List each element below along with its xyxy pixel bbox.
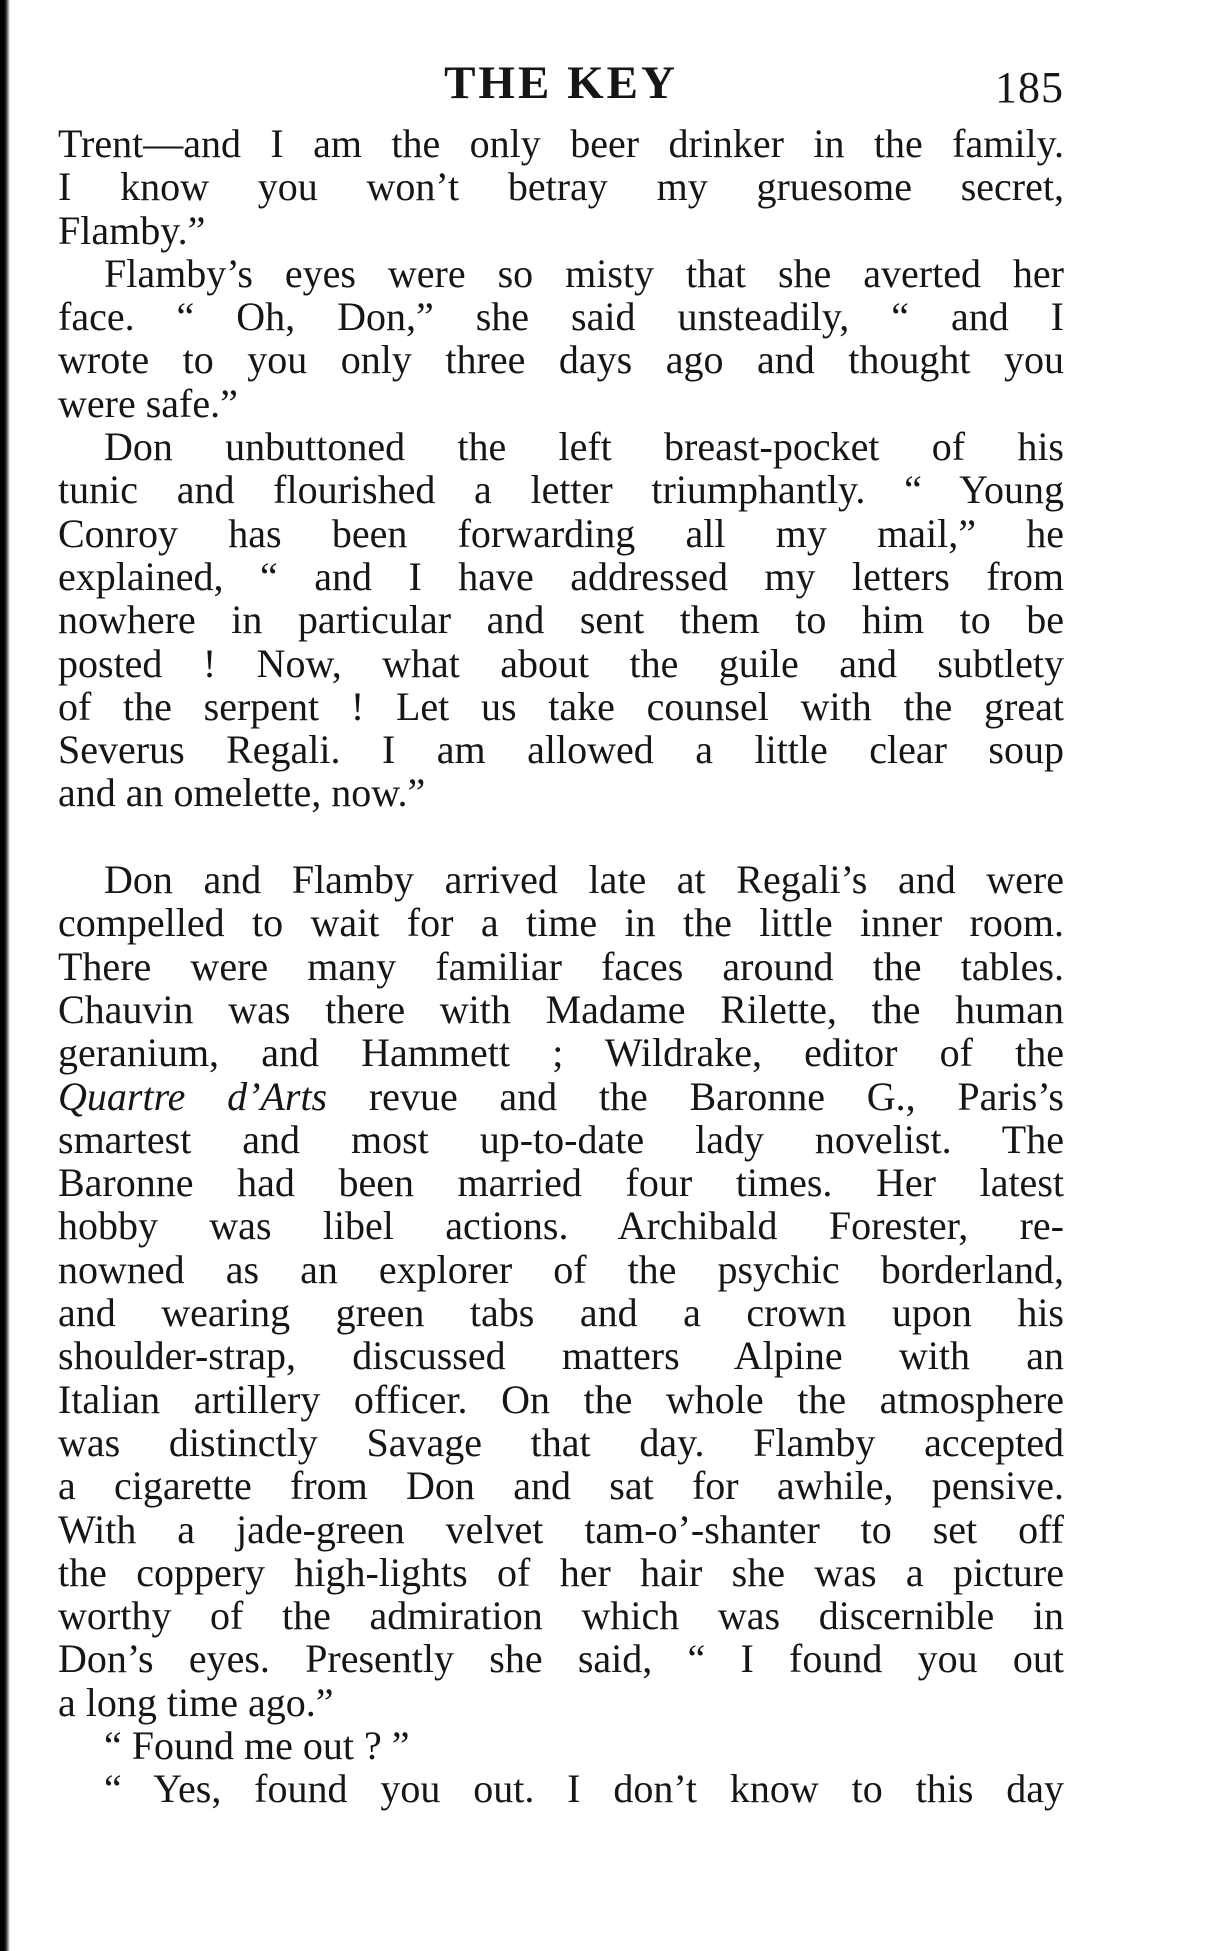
text-line: shoulder-strap, discussed matters Alpine with an (58, 1333, 1064, 1379)
text-line: explained, “ and I have addressed my letters from (58, 553, 1064, 599)
text-line: Italian artillery officer. On the whole the atmosphere (58, 1376, 1064, 1422)
text-line: nowhere in particular and sent them to him to be (58, 597, 1064, 643)
text-line: Don’s eyes. Presently she said, “ I found you out (58, 1636, 1064, 1682)
text-line: Flamby’s eyes were so misty that she averted her (104, 250, 1064, 296)
text-line: Don unbuttoned the left breast-pocket of his (104, 424, 1064, 470)
text-line: nowned as an explorer of the psychic borderland, (58, 1246, 1064, 1292)
text-line: was distinctly Savage that day. Flamby accepted (58, 1419, 1064, 1465)
text-line: “ Yes, found you out. I don’t know to this day (104, 1766, 1064, 1812)
text-line: were safe.” (58, 380, 238, 426)
text-line: Baronne had been married four times. Her latest (58, 1160, 1064, 1206)
text-line: Severus Regali. I am allowed a little clear soup (58, 727, 1064, 773)
text-line: a cigarette from Don and sat for awhile, pensive. (58, 1463, 1064, 1509)
text-line (58, 1075, 1064, 1118)
text-line: the coppery high-lights of her hair she was a picture (58, 1549, 1064, 1595)
text-line: hobby was libel actions. Archibald Forester, re- (58, 1203, 1064, 1249)
paragraph (58, 1724, 1064, 1767)
text-line: worthy of the admiration which was discernible in (58, 1593, 1064, 1639)
running-title: THE KEY (444, 57, 678, 109)
paragraph (58, 252, 1064, 425)
text-line: Trent—and I am the only beer drinker in the family. (58, 121, 1064, 166)
section-break (58, 815, 1064, 858)
text-line: With a jade-green velvet tam-o’-shanter to set off (58, 1506, 1064, 1552)
text-line: “ Found me out ? ” (104, 1722, 410, 1768)
book-page (58, 50, 1064, 1811)
text-line: compelled to wait for a time in the little inner room. (58, 900, 1064, 946)
text-line: geranium, and Hammett ; Wildrake, editor of the (58, 1030, 1064, 1076)
running-head (58, 50, 1064, 122)
text-line: face. “ Oh, Don,” she said unsteadily, “ and I (58, 294, 1064, 340)
paragraph (58, 122, 1064, 252)
text-line: wrote to you only three days ago and thought you (58, 337, 1064, 383)
text-line: There were many familiar faces around the tables. (58, 943, 1064, 989)
journal-title: Quartre d’Arts (58, 1073, 328, 1119)
paragraph (58, 425, 1064, 815)
text-line: Don and Flamby arrived late at Regali’s and were (104, 857, 1064, 903)
paragraph (58, 858, 1064, 1724)
text-line: Flamby.” (58, 207, 206, 253)
paragraph (58, 1767, 1064, 1810)
text-line: Conroy has been forwarding all my mail,” he (58, 510, 1064, 556)
text-line: of the serpent ! Let us take counsel with the great (58, 683, 1064, 729)
text-fragment: revue and the Baronne G., Paris’s (327, 1073, 1065, 1119)
text-line: Chauvin was there with Madame Rilette, the human (58, 986, 1064, 1032)
text-line: I know you won’t betray my gruesome secret, (58, 164, 1064, 210)
text-line: and wearing green tabs and a crown upon his (58, 1290, 1064, 1336)
text-line: smartest and most up-to-date lady novelist. The (58, 1116, 1064, 1162)
page-number: 185 (995, 63, 1064, 112)
page-binding-edge (0, 0, 10, 1951)
text-line: and an omelette, now.” (58, 770, 426, 816)
text-line: tunic and flourished a letter triumphantly. “ Young (58, 467, 1064, 513)
text-line: posted ! Now, what about the guile and subtlety (58, 640, 1064, 686)
body-text (58, 122, 1064, 1811)
text-line: a long time ago.” (58, 1679, 334, 1725)
